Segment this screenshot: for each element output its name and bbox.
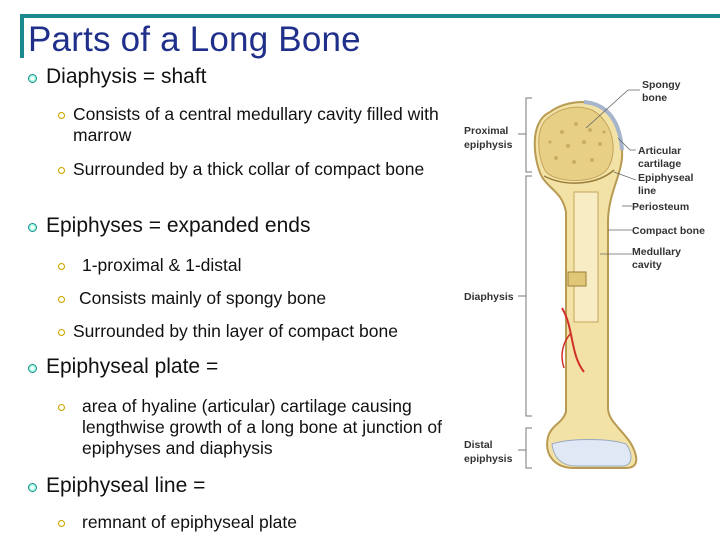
- sub-bullet-marker: [58, 112, 65, 119]
- sub-bullet-medullary: Consists of a central medullary cavity filled with marrow: [73, 104, 439, 145]
- medullary-cavity-region: [574, 192, 598, 322]
- sub-bullet-marker: [58, 404, 65, 411]
- bullet-marker: [28, 483, 37, 492]
- label-epiphyseal-line-1: Epiphyseal: [638, 172, 694, 184]
- label-epiphyseal-line-2: line: [638, 185, 657, 197]
- sub-bullet-compact-collar: Surrounded by a thick collar of compact bone: [73, 159, 425, 179]
- sub-bullet-remnant: remnant of epiphyseal plate: [82, 512, 297, 532]
- long-bone-diagram: [458, 72, 720, 482]
- label-periosteum: Periosteum: [632, 201, 690, 213]
- bullet-marker: [28, 74, 37, 83]
- bullet-marker: [28, 364, 37, 373]
- sub-bullet-hyaline: area of hyaline (articular) cartilage causing lengthwise growth of a long bone at junction of epiphyses and diaphysis: [82, 396, 442, 458]
- spongy-bone-region: [539, 107, 613, 180]
- sub-bullet-spongy: Consists mainly of spongy bone: [79, 288, 327, 308]
- slide-title: Parts of a Long Bone: [28, 20, 361, 59]
- label-spongy-bone-1: Spongy: [642, 79, 681, 91]
- label-articular-cartilage-1: Articular: [638, 145, 682, 157]
- label-diaphysis: Diaphysis: [464, 291, 514, 303]
- cut-section: [568, 272, 586, 286]
- bullet-diaphysis: Diaphysis = shaft: [46, 65, 207, 88]
- label-distal-epiphysis-1: Distal: [464, 439, 493, 451]
- sub-bullet-marker: [58, 520, 65, 527]
- bullet-epiphyseal-plate: Epiphyseal plate =: [46, 355, 219, 378]
- sub-bullet-marker: [58, 329, 65, 336]
- sub-bullet-thin-compact: Surrounded by thin layer of compact bone: [73, 321, 398, 341]
- sub-bullet-marker: [58, 296, 65, 303]
- left-bracket: [518, 98, 532, 468]
- label-articular-cartilage-2: cartilage: [638, 158, 682, 170]
- title-side-bar: [20, 14, 24, 58]
- label-distal-epiphysis-2: epiphysis: [464, 453, 513, 465]
- bullet-epiphyses: Epiphyses = expanded ends: [46, 214, 311, 237]
- title-underline-bar: [20, 14, 720, 18]
- label-medullary-cavity-2: cavity: [632, 259, 662, 271]
- sub-bullet-marker: [58, 167, 65, 174]
- label-spongy-bone-2: bone: [642, 92, 668, 104]
- label-compact-bone: Compact bone: [632, 225, 705, 237]
- distal-articular-cartilage: [552, 440, 631, 467]
- label-proximal-epiphysis-2: epiphysis: [464, 139, 513, 151]
- sub-bullet-marker: [58, 263, 65, 270]
- bullet-marker: [28, 223, 37, 232]
- label-medullary-cavity-1: Medullary: [632, 246, 682, 258]
- sub-bullet-proximal-distal: 1-proximal & 1-distal: [82, 255, 242, 275]
- label-proximal-epiphysis-1: Proximal: [464, 125, 509, 137]
- bullet-epiphyseal-line: Epiphyseal line =: [46, 474, 206, 497]
